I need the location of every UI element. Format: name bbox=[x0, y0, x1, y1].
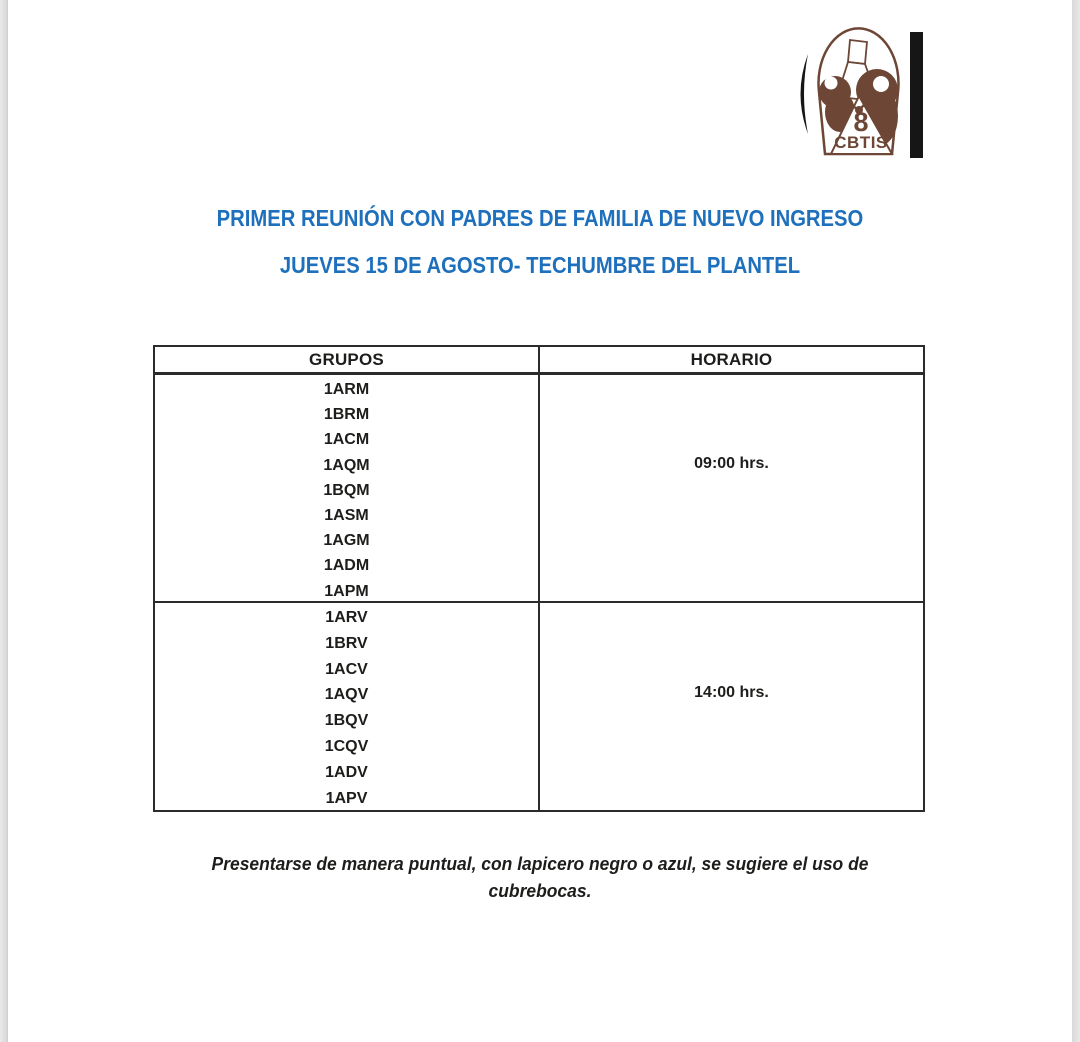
group-item: 1AQV bbox=[324, 686, 369, 704]
group-item: 1ACV bbox=[325, 660, 368, 678]
group-item: 1BRM bbox=[323, 406, 370, 424]
group-item: 1CQV bbox=[324, 737, 369, 755]
group-item: 1BQV bbox=[324, 712, 369, 730]
crescent-mark bbox=[801, 54, 809, 134]
cbtis-8-logo bbox=[795, 26, 927, 166]
time-cell-afternoon bbox=[540, 603, 923, 811]
group-item: 1AGM bbox=[323, 532, 370, 550]
page-edge-left bbox=[0, 0, 8, 1042]
group-item: 1AQM bbox=[323, 456, 370, 474]
time-cell-morning bbox=[540, 375, 923, 604]
table-row-afternoon bbox=[155, 603, 923, 810]
group-item: 1ARM bbox=[323, 381, 370, 398]
group-item: 1ACM bbox=[323, 431, 370, 449]
logo-acronym: CBTIS bbox=[834, 133, 888, 152]
footer-note-line1: Presentarse de manera puntual, con lapicero negro o azul, se sugiere el uso de bbox=[211, 854, 869, 874]
page-subtitle: JUEVES 15 DE AGOSTO- TECHUMBRE DEL PLANTEL bbox=[279, 252, 801, 278]
group-item: 1APV bbox=[325, 789, 368, 807]
column-header-horario: HORARIO bbox=[690, 350, 773, 369]
logo-number: 8 bbox=[853, 107, 869, 137]
group-item: 1APM bbox=[324, 582, 369, 600]
group-item: 1ADV bbox=[325, 763, 368, 781]
table-row-morning bbox=[155, 375, 923, 603]
cbtis-8-logo-svg bbox=[795, 26, 927, 166]
page-edge-right bbox=[1072, 0, 1080, 1042]
time-value: 09:00 hrs. bbox=[694, 455, 769, 472]
group-item: 1ASM bbox=[324, 507, 369, 525]
footer-note bbox=[16, 851, 1064, 905]
black-bar bbox=[910, 32, 923, 158]
footer-note-line2: cubrebocas. bbox=[488, 881, 592, 901]
schedule-table bbox=[153, 345, 925, 812]
page-title: PRIMER REUNIÓN CON PADRES DE FAMILIA DE NUEVO INGRESO bbox=[216, 205, 864, 231]
column-header-grupos: GRUPOS bbox=[155, 347, 540, 373]
group-item: 1ARV bbox=[325, 609, 368, 626]
time-value: 14:00 hrs. bbox=[694, 684, 769, 701]
groups-list-afternoon bbox=[155, 603, 540, 811]
table-header-row bbox=[155, 347, 923, 375]
group-item: 1ADM bbox=[323, 557, 370, 575]
group-item: 1BQM bbox=[323, 481, 370, 499]
group-item: 1BRV bbox=[325, 634, 368, 652]
groups-list-morning bbox=[155, 375, 540, 604]
